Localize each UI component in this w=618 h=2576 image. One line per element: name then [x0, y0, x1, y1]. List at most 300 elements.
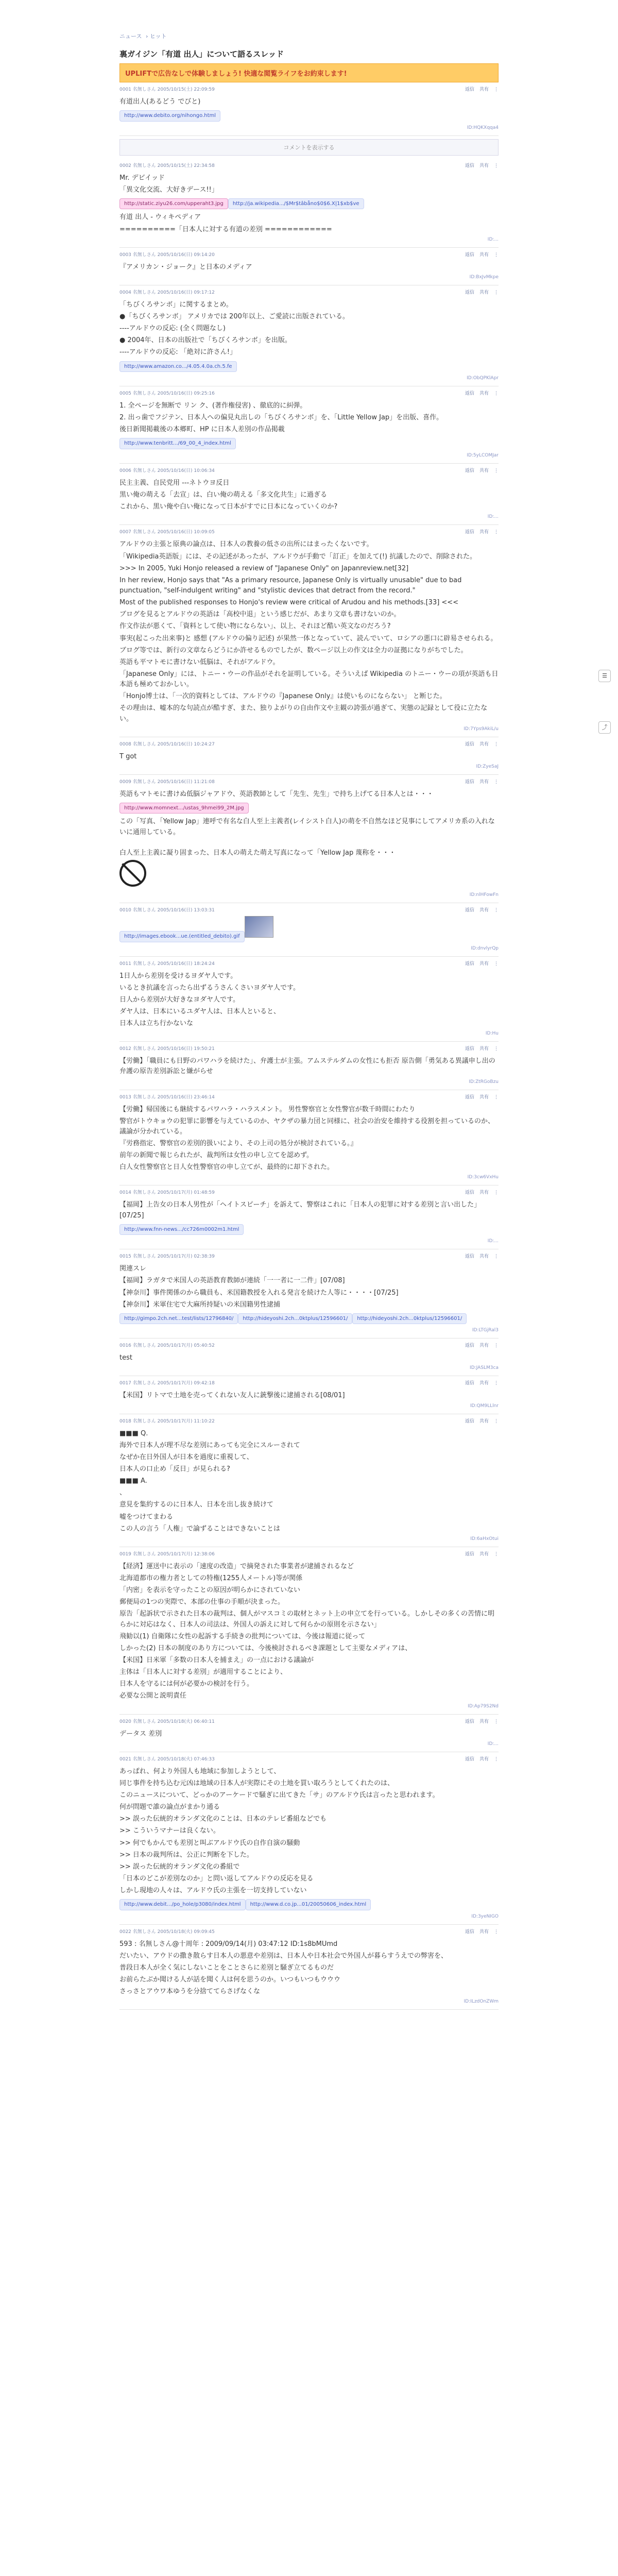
more-icon[interactable]: ⋮ — [494, 1929, 499, 1935]
post-header: 0020 名無しさん 2005/10/18(火) 06:40:11 — [119, 1719, 215, 1724]
reply-button[interactable]: 返信 — [465, 779, 474, 785]
post-id: ID:... — [487, 1741, 499, 1747]
post — [119, 1090, 499, 1186]
post-body — [119, 168, 499, 235]
post-text: test — [119, 1354, 132, 1362]
post-text: データス 差別 — [119, 1730, 162, 1738]
post-id: ID:Ap79S2Nd — [468, 1703, 499, 1709]
more-icon[interactable]: ⋮ — [494, 1254, 499, 1260]
post-header: 0012 名無しさん 2005/10/16(日) 19:50:21 — [119, 1046, 215, 1052]
post-id: ID:... — [487, 514, 499, 520]
post-text: Most of the published responses to Honjo's review were critical of Arudou and his methods.[33] <<< — [119, 599, 459, 607]
reply-button[interactable]: 返信 — [465, 163, 474, 168]
share-button[interactable]: 共有 — [479, 1551, 489, 1557]
post-text: 「ちびくろサンボ」に関するまとめ。 — [119, 300, 233, 309]
more-icon[interactable]: ⋮ — [494, 1418, 499, 1424]
post-header: 0022 名無しさん 2005/10/18(火) 09:09:45 — [119, 1929, 215, 1935]
post-actions — [460, 1550, 499, 1557]
post-meta — [119, 289, 499, 295]
post-actions — [460, 251, 499, 258]
post-link[interactable]: http://hideyoshi.2ch...0ktplus/12596601/ — [238, 1313, 352, 1325]
post-body — [119, 1386, 499, 1401]
post-text: 『労務指定、警察官の差別的扱いにより、その上司の処分が検討されている。』 — [119, 1140, 357, 1148]
breadcrumb: ニュース › ヒット — [119, 33, 167, 40]
post-meta — [119, 1252, 499, 1259]
reply-button[interactable]: 返信 — [465, 1719, 474, 1724]
post-text: 1. 全ページを無断で リン ク、(著作権侵害) 、徹底的に糾弾。 — [119, 402, 307, 410]
post-link[interactable]: http://www.momnext.../ustas_9hmei99_2M.jpg — [119, 803, 249, 814]
post-text: いるとき抗議を言ったら出ずるうさんくさいヨダヤ人です。 — [119, 984, 300, 992]
post-id: ID:HQKXqqa4 — [467, 125, 499, 130]
post-text: ----アルドウの反応: (全く問題なし) — [119, 325, 226, 333]
share-button[interactable]: 共有 — [479, 1719, 489, 1724]
post-id: ID:7Yps9AkiL/u — [464, 726, 499, 732]
post-text: 、 — [119, 1489, 127, 1497]
post-text: 有道 出人 - ウィキペディア — [119, 213, 201, 222]
post-body — [119, 967, 499, 1029]
more-icon[interactable]: ⋮ — [494, 290, 499, 295]
reply-button[interactable]: 返信 — [465, 252, 474, 258]
post-meta — [119, 389, 499, 396]
reply-button[interactable]: 返信 — [465, 908, 474, 913]
post-text: なぜか在日外国人が日本を過度に重視して、 — [119, 1453, 253, 1461]
post-text: >> 誤った伝統的オランダ文化のことは、日本のテレビ番組などでも — [119, 1815, 327, 1823]
reply-button[interactable]: 返信 — [465, 1418, 474, 1424]
post-text: 日本人の口止め「反日」が見られる? — [119, 1465, 230, 1473]
post-actions — [460, 86, 499, 92]
share-button[interactable]: 共有 — [479, 530, 489, 535]
menu-icon[interactable]: ☰ — [598, 670, 611, 682]
reply-button[interactable]: 返信 — [465, 1254, 474, 1260]
share-button[interactable]: 共有 — [479, 163, 489, 168]
post-actions — [460, 1379, 499, 1386]
more-icon[interactable]: ⋮ — [494, 530, 499, 535]
post-header: 0021 名無しさん 2005/10/18(火) 07:46:33 — [119, 1756, 215, 1762]
reply-button[interactable]: 返信 — [465, 1046, 474, 1052]
share-button[interactable]: 共有 — [479, 1756, 489, 1762]
post-text: 黒い俺の萌える「去宣」は、白い俺の萌える「多文化共生」に過ぎる — [119, 491, 328, 499]
reply-button[interactable]: 返信 — [465, 530, 474, 535]
post-text: 有道出人(あるどう でびと) — [119, 98, 201, 106]
reply-button[interactable]: 返信 — [465, 391, 474, 397]
breadcrumb-item[interactable]: ヒット — [149, 33, 167, 40]
post-text: 北海道都市の権力者としての特権(1255人メートル)等が関係 — [119, 1574, 303, 1582]
post-id: ID:dnvlyrQp — [471, 945, 499, 951]
post-text: 同じ事件を持ち込む元凶は地域の日本人が実際にその土地を買い取ろうとしてくれたのは、 — [119, 1779, 394, 1787]
post-body — [119, 92, 499, 123]
post-text: 作文作法が悪くて、「資料として使い物にならない」、以上、それほど酷い英文なのだろう? — [119, 622, 391, 631]
post-body — [119, 1195, 499, 1236]
post-text: 英語もマトモに書けぬ低脳ジャアドウ、英語教師として「先生、先生」で持ち上げてる日本人とは・・・ — [119, 790, 434, 798]
post-actions — [460, 289, 499, 295]
post-text: >> 日本の裁判所は、公正に判断を下した。 — [119, 1851, 253, 1859]
post-actions — [460, 1189, 499, 1195]
reply-button[interactable]: 返信 — [465, 741, 474, 747]
post-header: 0016 名無しさん 2005/10/17(月) 05:40:52 — [119, 1343, 215, 1349]
post-text: 嘘をつけてまわる — [119, 1513, 174, 1521]
post-text: 日人から差別が大好きなヨダヤ人です。 — [119, 995, 239, 1004]
post-body — [119, 1100, 499, 1173]
post — [119, 1376, 499, 1414]
post-text: ----アルドウの反応: 「絶対に許さん!」 — [119, 348, 236, 357]
post-text: この人の言う「人権」で論ずることはできないことは — [119, 1524, 281, 1533]
post-meta — [119, 778, 499, 785]
post-meta — [119, 1093, 499, 1100]
post-actions — [460, 1417, 499, 1424]
post-header: 0018 名無しさん 2005/10/17(月) 11:10:22 — [119, 1418, 215, 1424]
reply-button[interactable]: 返信 — [465, 1094, 474, 1100]
post-text: 「Japanese Only」には、トニー・ウーの作品がそれを証明している。そういえば Wikipedia のトニー・ウーの項が英語も日本語も極めておかしい。 — [119, 670, 499, 689]
post-id: ID:ZtRGoBzu — [469, 1079, 499, 1084]
post-text: Mr. デビイッド — [119, 174, 165, 182]
post-text: 何が問題で誰の論点がまかり通る — [119, 1803, 220, 1811]
post-body — [119, 1052, 499, 1077]
post-header: 0007 名無しさん 2005/10/16(日) 10:09:05 — [119, 530, 215, 535]
share-icon[interactable]: ⤴ — [598, 721, 611, 734]
post-body — [119, 913, 499, 944]
post-meta — [119, 1417, 499, 1424]
share-button[interactable]: 共有 — [479, 87, 489, 92]
post — [119, 464, 499, 525]
post-link[interactable]: http://www.debito.org/nihongo.html — [119, 110, 220, 122]
breadcrumb-item[interactable]: ニュース — [119, 33, 142, 40]
post-text: 【労働】「職員にも日野のパワハラを続けた」、弁護士が主張。アムステルダムの女性にも拒否 原告側「勇気ある異議申し出の弁護の原告差別訴訟と嫌がらせ — [119, 1057, 495, 1076]
post-id: ID:3cw6VxHu — [467, 1175, 499, 1180]
post-header: 0003 名無しさん 2005/10/16(日) 09:14:20 — [119, 252, 215, 258]
post-actions — [460, 1928, 499, 1935]
post — [119, 1752, 499, 1925]
post-text: アルドウの主張と原典の論点は、日本人の教養の低さの出所にはまったくないです。 — [119, 540, 373, 549]
more-icon[interactable]: ⋮ — [494, 87, 499, 92]
post-meta — [119, 740, 499, 747]
post-link[interactable]: http://ja.wikipedia.../$Mr$tâbåno$0$6.X|1$xb$ve — [228, 198, 364, 210]
post-text: 「Honjo博士は、「一次的資料としては、アルドウの『Japanese Only』は使いものにならない」 と断じた。 — [119, 692, 447, 701]
post — [119, 1185, 499, 1249]
post-text: 日本人は立ち行かないな — [119, 1020, 194, 1028]
post-meta — [119, 1045, 499, 1052]
post-text: 日本人を守るには何が必要かの検討を行う。 — [119, 1680, 254, 1688]
post-header: 0006 名無しさん 2005/10/16(日) 10:06:34 — [119, 468, 215, 473]
post-text: 【神奈川】事件関係のから職員も、米国籍教授を入れる発言を続けた人等に・・・・[07/25] — [119, 1289, 399, 1297]
post-meta — [119, 467, 499, 473]
post-meta — [119, 528, 499, 535]
post-header: 0002 名無しさん 2005/10/15(土) 22:34:58 — [119, 163, 215, 168]
post-text: あっぱれ、何より外国人も地域に参加しようとして、 — [119, 1767, 281, 1775]
more-icon[interactable]: ⋮ — [494, 1381, 499, 1386]
post — [119, 1414, 499, 1547]
post-link[interactable]: http://www.fnn-news.../cc726m0002m1.html — [119, 1224, 244, 1235]
post-text: 主体は「日本人に対する差別」が適用することにより、 — [119, 1668, 287, 1676]
post-text: このニュースについて、どっかのアーケードで騒ぎに出てきた「サ」のアルドウ氏は言ったと思われます。 — [119, 1791, 439, 1799]
post-id: ID:5yLCOMJar — [467, 452, 499, 458]
post-text: これから、黒い俺や白い俺になって日本がすでに日本になっていくのか? — [119, 503, 338, 511]
post-text: 「異文化交流、大好きデース!!」 — [119, 185, 218, 194]
post-header: 0013 名無しさん 2005/10/16(日) 23:46:14 — [119, 1094, 215, 1100]
post-body — [119, 1424, 499, 1534]
share-button[interactable]: 共有 — [479, 391, 489, 397]
post-body — [119, 295, 499, 374]
uplift-banner[interactable]: UPLIFTで広告なしで体験しましょう! 快適な閲覧ライフをお約束します! — [119, 63, 499, 82]
post-text: 前年の新聞で報じられたが、裁判所は女性の申し立てを認めず。 — [119, 1151, 313, 1160]
post-meta — [119, 251, 499, 258]
share-button[interactable]: 共有 — [479, 1381, 489, 1386]
post — [119, 1715, 499, 1752]
post-header: 0004 名無しさん 2005/10/16(日) 09:17:12 — [119, 290, 215, 295]
share-button[interactable]: 共有 — [479, 1094, 489, 1100]
share-button[interactable]: 共有 — [479, 908, 489, 913]
post-text: 【神奈川】米軍住宅で大麻所持疑いの米国籍男性逮捕 — [119, 1300, 281, 1309]
post-header: 0009 名無しさん 2005/10/16(日) 11:21:08 — [119, 779, 215, 785]
post-link[interactable]: http://www.debit.../po_hole/p3080/index.html — [119, 1899, 246, 1910]
more-icon[interactable]: ⋮ — [494, 1046, 499, 1052]
post-body — [119, 1762, 499, 1912]
post-text: >> こういうマナーは良くない。 — [119, 1827, 220, 1835]
post-text: 後日新聞掲載後の本郷町、HP に日本人差別の作品掲載 — [119, 426, 285, 434]
post-body — [119, 473, 499, 512]
post-actions — [460, 1093, 499, 1100]
image-thumbnail[interactable] — [245, 916, 273, 938]
post-actions — [460, 1718, 499, 1724]
post-text: 原告「起訴状で示された日本の裁判は、個人がマスコミの取材とネット上の申立てを行っている。しかしその多くの苦情に明らかに対応はなく、日本人の司法は、外国人の訴えに対して何らかの原則を示さない」 — [119, 1610, 495, 1629]
post — [119, 82, 499, 136]
more-icon[interactable]: ⋮ — [494, 391, 499, 397]
post-text: In her review, Honjo says that "As a primary resource, Japanese Only is virtually unusable" due to bad punctuation, "self-indulgent writing" and "stylistic devices that detract from the record." — [119, 576, 464, 595]
post-body — [119, 535, 499, 724]
post-text: >> 誤った伝統的オランダ文化の番組で — [119, 1862, 240, 1871]
post-link[interactable]: http://static.ziyu26.com/upperaht3.jpg — [119, 198, 228, 210]
post-meta — [119, 1550, 499, 1557]
post-actions — [460, 740, 499, 747]
post-actions — [460, 162, 499, 168]
post-text: 「日本のどこが差別なのか」と問い返してアルドウの反応を見る — [119, 1874, 314, 1883]
more-icon[interactable]: ⋮ — [494, 961, 499, 967]
post-text: ブログを見るとアルドウの英語は「高校中退」という感じだが、あまり文章も書けないのか。 — [119, 611, 401, 619]
post-meta — [119, 1189, 499, 1195]
post — [119, 775, 499, 903]
share-button[interactable]: 共有 — [479, 1254, 489, 1260]
post — [119, 1249, 499, 1338]
post-text: 『アメリカン・ジョーク』と日本のメディア — [119, 263, 252, 271]
post-text: 白人女性警察官と日人女性警察官の申し立てが、最終的に却下された。 — [119, 1163, 334, 1172]
post — [119, 285, 499, 386]
post-id: ID:QM9LLlnr — [470, 1403, 499, 1409]
thread-column — [119, 0, 499, 2010]
post — [119, 957, 499, 1042]
post-actions — [460, 906, 499, 913]
post — [119, 903, 499, 957]
post-text: 【福岡】上告女の日本人男性が「ヘイトスピーチ」を訴えて、警察はこれに「日本人の犯罪に対する差別と言い出した」[07/25] — [119, 1201, 481, 1219]
post-text: ==========「日本人に対する有道の差別 ============ — [119, 225, 332, 233]
post-text: ●「ちびくろサンボ」 アメリカでは 200年以上、ご愛読に出版されている。 — [119, 312, 349, 320]
post — [119, 1925, 499, 2010]
reply-button[interactable]: 返信 — [465, 1343, 474, 1349]
post-text: 【米国】リトマで土地を売ってくれない友人に銃撃後に逮捕される[08/01] — [119, 1392, 345, 1400]
post-header: 0005 名無しさん 2005/10/16(日) 09:25:16 — [119, 391, 215, 397]
post-meta — [119, 1342, 499, 1348]
share-button[interactable]: 共有 — [479, 779, 489, 785]
post-meta — [119, 1755, 499, 1762]
post-text: お前らたぶか聞ける人が話を聞く人は何を思うのか。いつもいつもウウウ — [119, 1976, 341, 1984]
post-body — [119, 258, 499, 273]
post — [119, 737, 499, 775]
post-header: 0011 名無しさん 2005/10/16(日) 18:24:24 — [119, 961, 215, 967]
show-comments-button[interactable]: コメントを表示する — [119, 139, 499, 156]
post-text: 必要な公開と説明責任 — [119, 1692, 187, 1700]
post-id: ID:... — [487, 1239, 499, 1244]
post-id: ID:ZyeSaJ — [476, 764, 499, 769]
post-meta — [119, 1718, 499, 1724]
post-text: 事実(起こった出来事)と 感想 (アルドウの偏り記述) が果然一体となっていて、読んでいて、ロシアの悪口に辟易させられる。 — [119, 634, 497, 642]
post-link[interactable]: http://gimpo.2ch.net...test/lists/12796840/ — [119, 1313, 238, 1325]
post-text: >>> In 2005, Yuki Honjo released a review of "Japanese Only" on Japanreview.net[32] — [119, 564, 409, 572]
post-text: 民主主義、自民党用 ---ネトウヨ反日 — [119, 479, 230, 487]
post-meta — [119, 1379, 499, 1386]
share-button[interactable]: 共有 — [479, 741, 489, 747]
post — [119, 248, 499, 285]
post-text: 【米国】日米軍「多数の日本人を捕まえ」の一点における議論が — [119, 1656, 314, 1664]
post-text: しかし現地の人々は、アルドウ氏の主張を一切支持していない — [119, 1887, 307, 1895]
post — [119, 1547, 499, 1715]
post — [119, 386, 499, 464]
post-text: 【福岡】ラガタで米国人の英語教育教師が連続「一一者に一二件」[07/08] — [119, 1277, 345, 1285]
reply-button[interactable]: 返信 — [465, 290, 474, 295]
post-text: T got — [119, 752, 137, 760]
post-text: 関連スレ — [119, 1265, 147, 1273]
post-text: 飛勧以(1) 自衛隊に女性の起訴する手続きの批判については、今後は報道に従って — [119, 1632, 366, 1640]
post-body — [119, 1935, 499, 1997]
post-text: 【経済】運送中に表示の「速度の改造」で摘発された事業者が逮捕されるなど — [119, 1562, 354, 1570]
share-button[interactable]: 共有 — [479, 290, 489, 295]
more-icon[interactable]: ⋮ — [494, 1551, 499, 1557]
share-button[interactable]: 共有 — [479, 1343, 489, 1349]
post-text: >> 何でもかんでも差別と叫ぶアルドウ氏の自作自演の騒動 — [119, 1839, 300, 1847]
post-text: ダヤ人は、日本にいるユダヤ人は、日本人といると、 — [119, 1008, 281, 1016]
post-header: 0010 名無しさん 2005/10/16(日) 13:03:31 — [119, 908, 215, 913]
more-icon[interactable]: ⋮ — [494, 908, 499, 913]
post-actions — [460, 467, 499, 473]
post-id: ID:nlHFowFn — [469, 892, 499, 898]
post-header: 0014 名無しさん 2005/10/17(月) 01:48:59 — [119, 1190, 215, 1196]
post-body — [119, 1724, 499, 1739]
post — [119, 1042, 499, 1090]
post-body — [119, 747, 499, 762]
post-text: ■■■ A. — [119, 1477, 147, 1485]
share-button[interactable]: 共有 — [479, 1929, 489, 1935]
post-link[interactable]: http://images.ebook...ue.(entitled_debito).gif — [119, 931, 245, 942]
post-text: この「写真、「Yellow Jap」連呼で有名な白人至上主義者(レイシスト白人)の萌を不自然なほど見事にしてアメリカ系の入れないに通用している。 白人至上主義に凝り固まった、日本人の萌えた萌え写真になって「Yellow Jap 蔑称を・・・ — [119, 818, 495, 857]
more-icon[interactable]: ⋮ — [494, 1719, 499, 1724]
post-actions — [460, 778, 499, 785]
post-text: だいたい、アウドの撒き散らす日本人の悪意や差別は、日本人や日本社会で外国人が暮らすうえでの弊害を、 — [119, 1952, 448, 1960]
post-body — [119, 1348, 499, 1363]
post — [119, 159, 499, 248]
post-text: ■■■ Q. — [119, 1429, 148, 1437]
post-text: しかった(2) 日本の制度のあり方については、今後検討されるべき課題として主要なメディアは、 — [119, 1644, 412, 1652]
post-body — [119, 396, 499, 451]
post-text: 【労働】帰国後にも継続するパワハラ・ハラスメント。 男性警察官と女性警官が数千時間にわたり — [119, 1105, 416, 1113]
post-link[interactable]: http://www.d.co.jp...01/20050606_index.html — [246, 1899, 371, 1910]
reply-button[interactable]: 返信 — [465, 1381, 474, 1386]
post-actions — [460, 1342, 499, 1348]
post-text: 593 : 名無しさん@十周年 : 2009/09/14(月) 03:47:12 ID:1s8bMUmd — [119, 1940, 338, 1948]
reply-button[interactable]: 返信 — [465, 1756, 474, 1762]
post-link[interactable]: http://www.amazon.co.../4.05.4.0a.ch.5.fe — [119, 361, 237, 372]
more-icon[interactable]: ⋮ — [494, 1190, 499, 1196]
post-id: ID:3yeNIGO — [471, 1913, 499, 1919]
more-icon[interactable]: ⋮ — [494, 252, 499, 258]
more-icon[interactable]: ⋮ — [494, 741, 499, 747]
post-list — [119, 82, 499, 2010]
post-meta — [119, 960, 499, 967]
share-button[interactable]: 共有 — [479, 468, 489, 473]
post-actions — [460, 1755, 499, 1762]
post-text: 意見を集約するのに日本人、日本を出し抜き続けて — [119, 1501, 274, 1509]
post-text: 普段日本人が全く気にしないことをことさらに差別と騒ぎ立てるものだ — [119, 1964, 334, 1972]
share-button[interactable]: 共有 — [479, 1418, 489, 1424]
post-text: 「内密」を表示を守ったことの原因が明らかにされていない — [119, 1586, 301, 1595]
more-icon[interactable]: ⋮ — [494, 1343, 499, 1349]
post-id: ID:6aHxOtui — [470, 1536, 499, 1541]
post — [119, 525, 499, 737]
post-header: 0017 名無しさん 2005/10/17(月) 09:42:18 — [119, 1381, 215, 1386]
post-id: ID:ObQPKlApr — [467, 376, 499, 381]
more-icon[interactable]: ⋮ — [494, 779, 499, 785]
post-text: 英語も平マトモに書けない低脳は、それがアルドウ。 — [119, 658, 280, 666]
post-text: 2. 出っ歯でフジテン、日本人への偏見丸出しの「ちびくろサンボ」を、「Little Yellow Jap」を出版、喜作。 — [119, 414, 443, 422]
post-actions — [460, 1252, 499, 1259]
share-button[interactable]: 共有 — [479, 1046, 489, 1052]
post-link[interactable]: http://www.tenbritt.../69_00_4_index.html — [119, 438, 236, 449]
post-body — [119, 785, 499, 890]
more-icon[interactable]: ⋮ — [494, 1094, 499, 1100]
post-text: ● 2004年、日本の出版社で「ちびくろサンボ」を出版。 — [119, 336, 291, 345]
reply-button[interactable]: 返信 — [465, 961, 474, 967]
share-button[interactable]: 共有 — [479, 1190, 489, 1196]
post-id: ID:JASLM3ca — [470, 1365, 499, 1371]
post-text: 1日人から差別を受けるヨダヤ人です。 — [119, 972, 237, 980]
reply-button[interactable]: 返信 — [465, 468, 474, 473]
post — [119, 1338, 499, 1376]
more-icon[interactable]: ⋮ — [494, 1756, 499, 1762]
post-body — [119, 1557, 499, 1702]
post-header: 0001 名無しさん 2005/10/15(土) 22:09:59 — [119, 87, 215, 92]
more-icon[interactable]: ⋮ — [494, 468, 499, 473]
post-meta — [119, 906, 499, 913]
post-actions — [460, 389, 499, 396]
thread-title: 裏ガイジン「有道 出人」について語るスレッド — [119, 49, 284, 59]
share-button[interactable]: 共有 — [479, 252, 489, 258]
prohibited-icon — [119, 860, 146, 887]
reply-button[interactable]: 返信 — [465, 1929, 474, 1935]
post-id: ID:... — [487, 236, 499, 242]
post-body — [119, 1259, 499, 1326]
post-meta — [119, 162, 499, 168]
more-icon[interactable]: ⋮ — [494, 163, 499, 168]
share-button[interactable]: 共有 — [479, 961, 489, 967]
post-text: ブログ等では、新行の文章ならどうにか許せるものでしたが、数ページ以上の作文は全力の証拠になりがちでした。 — [119, 646, 468, 654]
post-text: 「Wikipedia英語版」には、その記述があったが、アルドウが手動で「訂正」を加えて(!) 抗議したので、削除された。 — [119, 552, 476, 561]
post-header: 0015 名無しさん 2005/10/17(月) 02:38:39 — [119, 1254, 215, 1260]
post-link[interactable]: http://hideyoshi.2ch...0ktplus/12596601/ — [352, 1313, 467, 1325]
post-actions — [460, 528, 499, 535]
reply-button[interactable]: 返信 — [465, 87, 474, 92]
post-meta — [119, 86, 499, 92]
post-meta — [119, 1928, 499, 1935]
post-header: 0008 名無しさん 2005/10/16(日) 10:24:27 — [119, 741, 215, 747]
reply-button[interactable]: 返信 — [465, 1190, 474, 1196]
reply-button[interactable]: 返信 — [465, 1551, 474, 1557]
post-id: ID:BxJvMkpe — [469, 274, 499, 280]
